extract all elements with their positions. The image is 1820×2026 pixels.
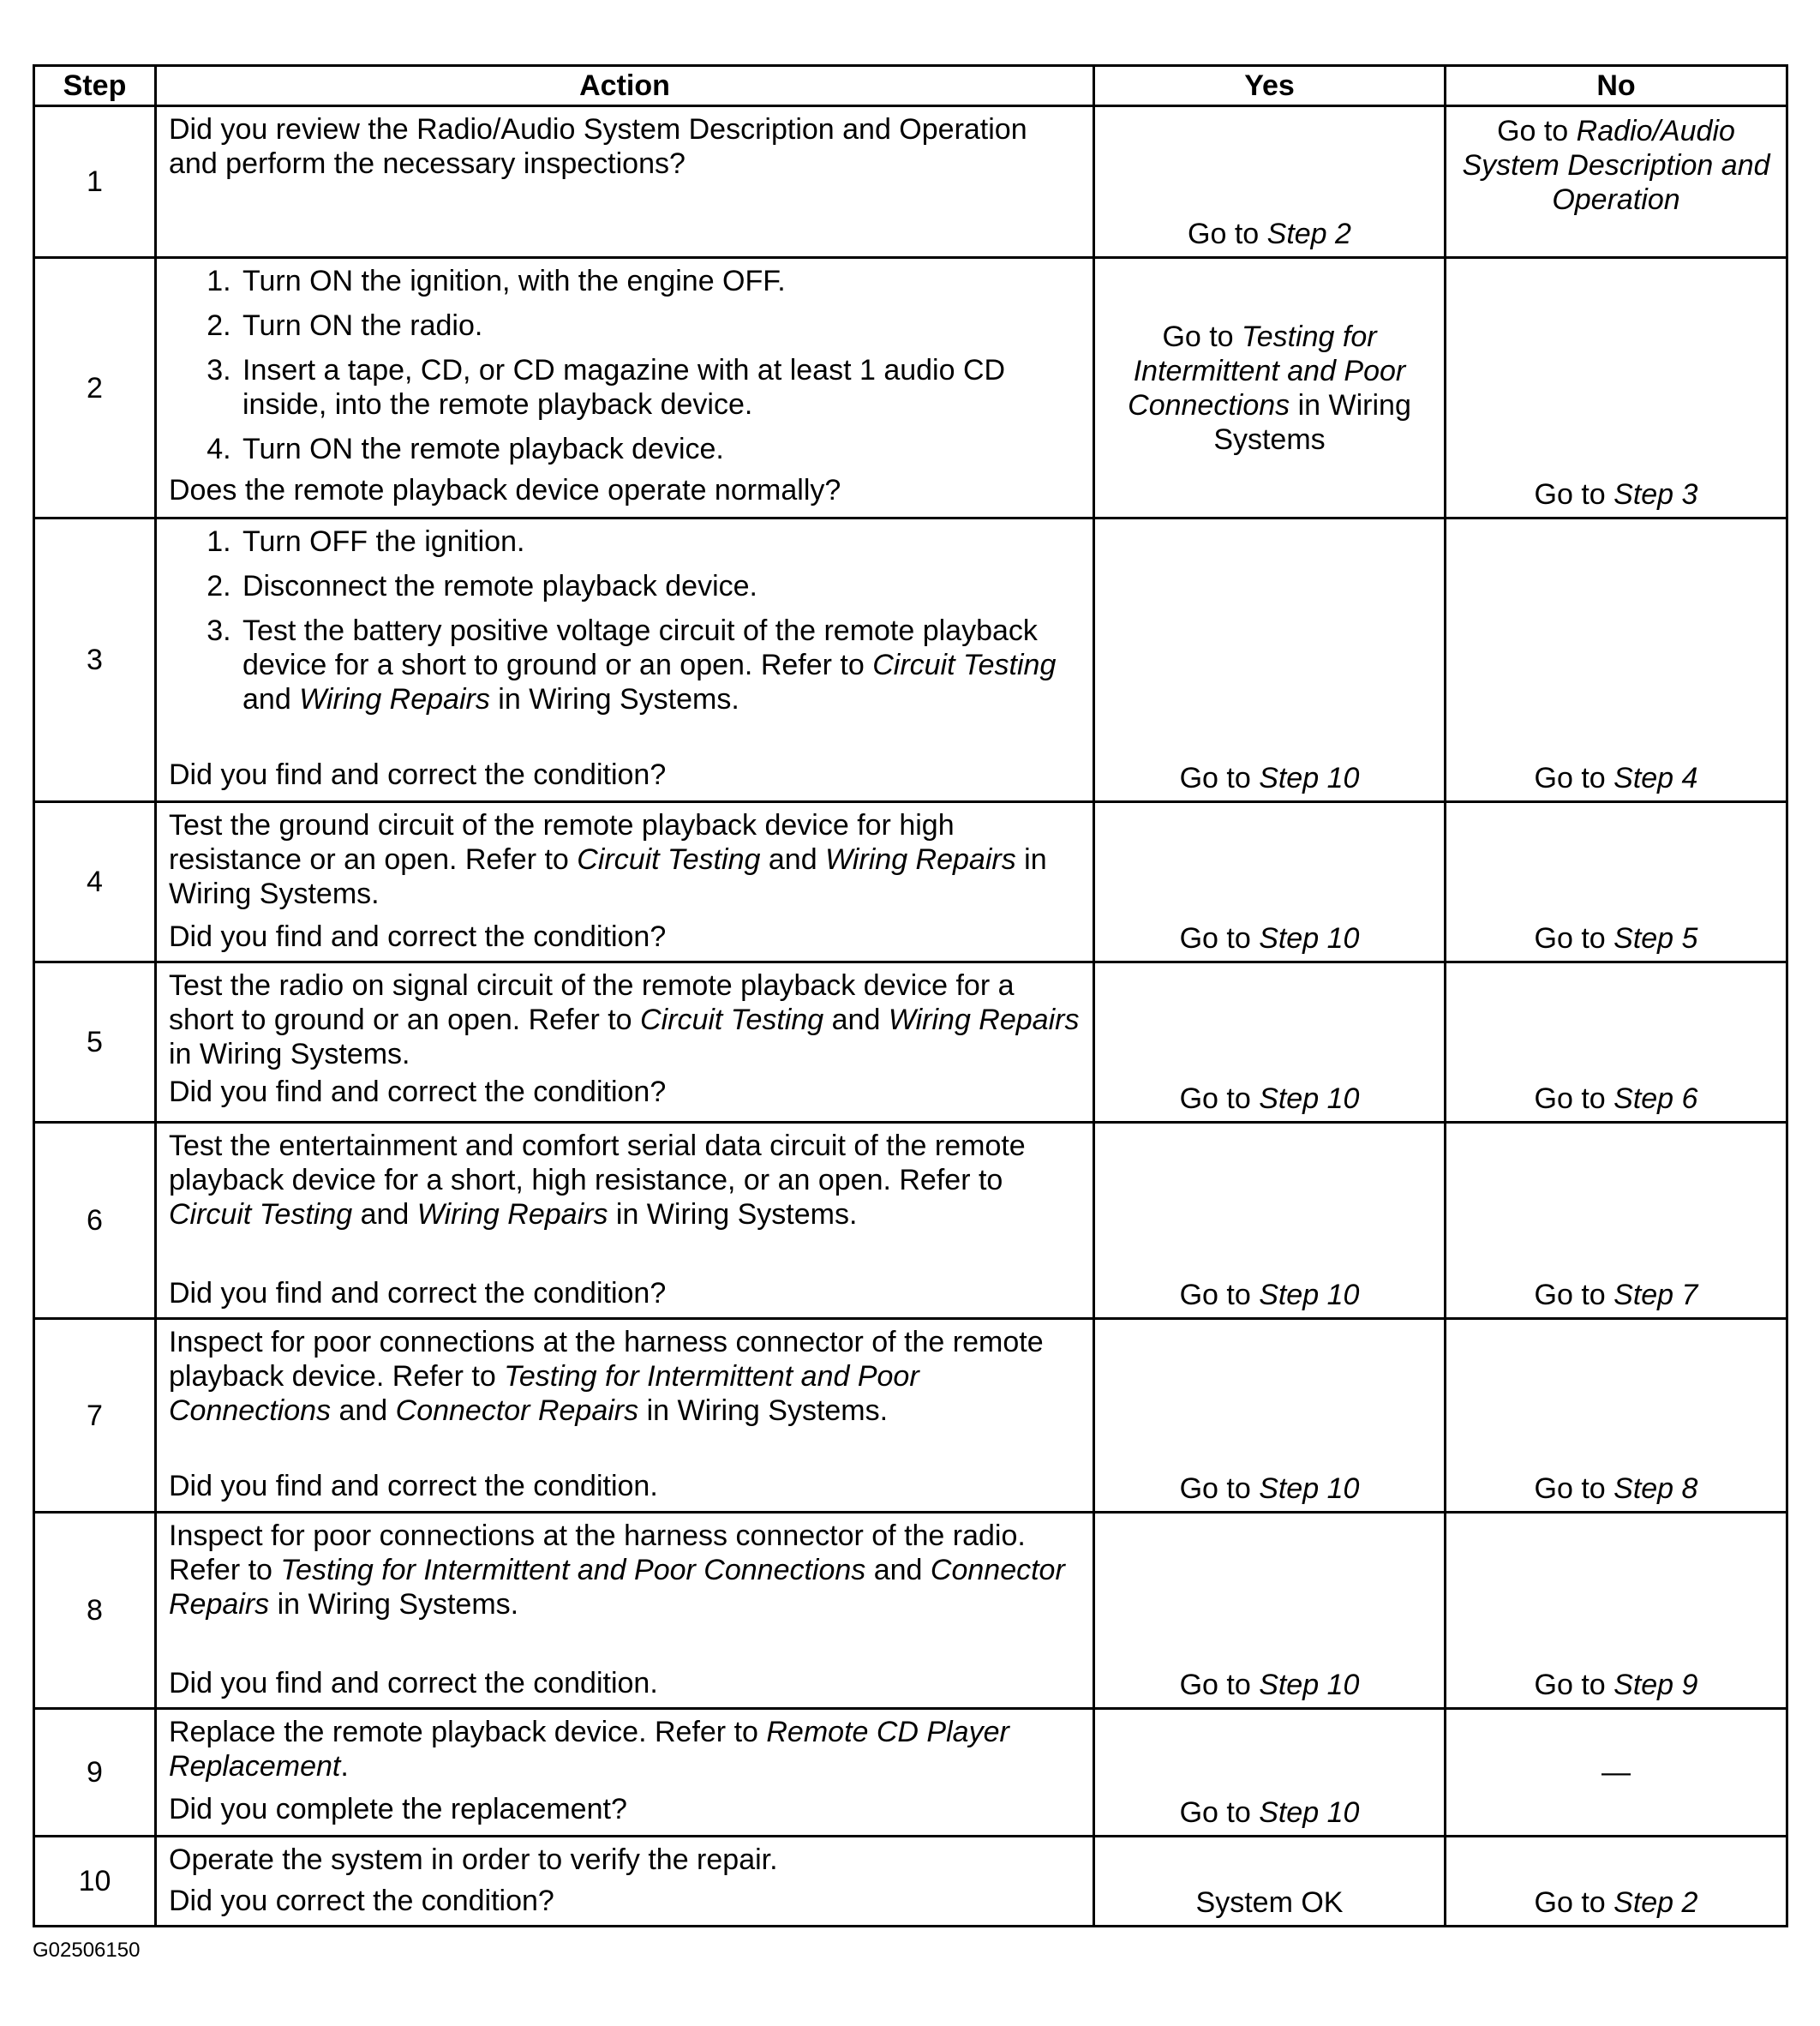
yes-prefix: Go to [1179,1472,1260,1505]
action-cell [156,962,1094,1123]
yes-link[interactable]: Step 10 [1259,762,1360,794]
header-action: Action [156,66,1094,106]
yes-result [1095,320,1444,457]
suffix-span: in Wiring Systems. [169,843,1047,910]
yes-result [1095,1472,1444,1506]
table-row [34,258,1787,518]
yes-link[interactable]: Step 10 [1259,1669,1360,1701]
no-cell [1446,802,1787,962]
table-row [34,1837,1787,1927]
list-item: 1. Turn ON the ignition, with the engine OFF. [239,264,1081,298]
yes-prefix: Go to [1179,1669,1260,1701]
list-item: 3. Insert a tape, CD, or CD magazine with at least 1 audio CD inside, into the remote playback device. [239,353,1081,422]
list-item: 2. Disconnect the remote playback device. [239,569,1081,603]
yes-cell [1094,962,1446,1123]
no-result [1446,477,1786,512]
ref-link[interactable]: Wiring Repairs [825,843,1016,876]
no-prefix: Go to [1534,1472,1614,1505]
suffix-span: in Wiring Systems. [608,1198,858,1231]
table-row [34,106,1787,258]
step-number: 6 [34,1123,156,1319]
action-text [169,1129,1081,1232]
table-row [34,1123,1787,1319]
no-cell [1446,1709,1787,1837]
yes-prefix: Go to [1179,1082,1260,1115]
step-list [169,524,1081,716]
yes-prefix: Go to [1162,320,1242,353]
action-cell [156,1123,1094,1319]
no-link[interactable]: Step 8 [1613,1472,1698,1505]
wiring-repairs-link[interactable]: Wiring Repairs [299,683,490,716]
no-link[interactable]: Step 7 [1613,1279,1698,1311]
yes-prefix: Go to [1179,1279,1260,1311]
action-cell [156,106,1094,258]
no-prefix: Go to [1497,115,1577,147]
step-number: 4 [34,802,156,962]
action-cell [156,802,1094,962]
question-text: Did you correct the condition? [169,1885,554,1917]
list-item: 1. Turn OFF the ignition. [239,524,1081,559]
text-span: Test the ground circuit of the remote playback device for high resistance or an open. Refer to [169,809,955,876]
text-span: Test the radio on signal circuit of the remote playback device for a short to ground or an open. Refer to [169,969,1015,1036]
yes-link[interactable]: Step 10 [1259,922,1360,955]
yes-result [1095,761,1444,795]
ref-link[interactable]: Testing for Intermittent and Poor Connections [280,1554,866,1586]
no-prefix: Go to [1534,762,1614,794]
yes-prefix: Go to [1179,922,1260,955]
no-link[interactable]: Radio/Audio System Description and Operation [1462,115,1770,216]
action-text: Operate the system in order to verify the repair. [169,1843,778,1876]
figure-code: G02506150 [33,1939,141,1962]
no-result [1446,921,1786,956]
question-text: Did you complete the replacement? [169,1793,627,1825]
ref-link[interactable]: Connector Repairs [395,1394,639,1427]
yes-link[interactable]: Step 10 [1259,1082,1360,1115]
no-link[interactable]: Step 3 [1613,478,1698,511]
action-cell [156,1319,1094,1513]
ref-link[interactable]: Testing for Intermittent and Poor Connections [169,1360,919,1427]
step-number: 1 [34,106,156,258]
no-cell [1446,106,1787,258]
no-result [1446,761,1786,795]
yes-cell [1094,258,1446,518]
ref-link[interactable]: Circuit Testing [640,1004,824,1036]
yes-link[interactable]: Step 10 [1259,1472,1360,1505]
no-prefix: Go to [1534,478,1614,511]
action-text [169,968,1081,1071]
no-link[interactable]: Step 5 [1613,922,1698,955]
list-item: 2. Turn ON the radio. [239,309,1081,343]
question-text: Did you find and correct the condition? [169,920,667,953]
header-no: No [1446,66,1787,106]
step-number: 3 [34,518,156,802]
no-prefix: Go to [1534,1886,1614,1919]
yes-result [1095,1795,1444,1830]
text-span: Inspect for poor connections at the harness connector of the radio. Refer to [169,1520,1026,1586]
header-row [34,66,1787,106]
ref-link[interactable]: Remote CD Player Replacement [169,1716,1009,1783]
circuit-testing-link[interactable]: Circuit Testing [872,649,1057,681]
yes-link[interactable]: Step 10 [1259,1279,1360,1311]
suffix-span: in Wiring Systems. [169,1038,410,1070]
yes-cell [1094,518,1446,802]
item-suffix: in Wiring Systems. [489,683,739,716]
and-span: and [865,1554,931,1586]
no-link[interactable]: Step 9 [1613,1669,1698,1701]
ref-link[interactable]: Circuit Testing [577,843,761,876]
suffix-span: . [340,1750,349,1783]
no-prefix: Go to [1534,1082,1614,1115]
yes-cell [1094,106,1446,258]
yes-link[interactable]: Step 10 [1259,1796,1360,1829]
step-number: 10 [34,1837,156,1927]
no-cell [1446,518,1787,802]
step-list [169,264,1081,466]
no-cell [1446,1123,1787,1319]
yes-link[interactable]: Testing for Intermittent and Poor Connections [1128,320,1406,422]
text-span: Replace the remote playback device. Refer to [169,1716,767,1748]
action-text [169,808,1081,911]
step-number: 2 [34,258,156,518]
action-cell [156,258,1094,518]
table-row [34,962,1787,1123]
yes-result: System OK [1195,1886,1344,1919]
table-row [34,1319,1787,1513]
and-span: and [331,1394,396,1427]
table-row [34,802,1787,962]
no-cell [1446,1319,1787,1513]
yes-cell [1094,1513,1446,1709]
and-span: and [760,843,826,876]
list-item: 4. Turn ON the remote playback device. [239,432,1081,466]
no-cell [1446,258,1787,518]
yes-cell [1094,1123,1446,1319]
question-text: Did you find and correct the condition? [169,1076,667,1108]
yes-result [1095,921,1444,956]
question-text: Does the remote playback device operate normally? [169,474,841,506]
ref-link[interactable]: Wiring Repairs [416,1198,608,1231]
no-prefix: Go to [1534,1279,1614,1311]
step-number: 8 [34,1513,156,1709]
yes-cell [1094,1319,1446,1513]
no-result [1446,1278,1786,1312]
question-text: Did you find and correct the condition? [169,1277,667,1310]
action-text: Did you review the Radio/Audio System Description and Operation and perform the necessary inspections? [169,113,1027,180]
no-cell [1446,1513,1787,1709]
no-result [1446,1885,1786,1920]
yes-result [1095,1278,1444,1312]
yes-link[interactable]: Step 2 [1266,218,1351,250]
text-span: Inspect for poor connections at the harness connector of the remote playback device. Refer to [169,1326,1044,1393]
action-text [169,1715,1081,1783]
header-yes: Yes [1094,66,1446,106]
suffix-span: in Wiring Systems. [269,1588,519,1621]
no-result [1446,1668,1786,1702]
diagnostic-table [33,64,1788,1927]
action-cell [156,1709,1094,1837]
action-cell [156,1837,1094,1927]
no-link[interactable]: Step 6 [1613,1082,1698,1115]
item-text: Test the battery positive voltage circuit of the remote playback device for a short to ground or an open. Refer to [242,614,1038,681]
and-span: and [823,1004,889,1036]
list-item [239,614,1081,716]
table-row [34,518,1787,802]
yes-cell [1094,1837,1446,1927]
item-and: and [242,683,300,716]
no-link[interactable]: Step 2 [1613,1886,1698,1919]
step-number: 5 [34,962,156,1123]
question-text: Did you find and correct the condition? [169,758,667,791]
no-cell [1446,1837,1787,1927]
yes-result [1095,1668,1444,1702]
ref-link[interactable]: Circuit Testing [169,1198,353,1231]
text-span: Test the entertainment and comfort serial data circuit of the remote playback device for a short, high resistance, or an open. Refer to [169,1130,1026,1196]
action-text [169,1325,1081,1428]
header-step: Step [34,66,156,106]
and-span: and [352,1198,417,1231]
no-result: — [1601,1756,1631,1789]
table-row [34,1513,1787,1709]
step-number: 7 [34,1319,156,1513]
no-result [1446,1082,1786,1116]
yes-cell [1094,1709,1446,1837]
yes-suffix: in Wiring Systems [1213,388,1411,456]
no-cell [1446,962,1787,1123]
yes-cell [1094,802,1446,962]
ref-link[interactable]: Connector Repairs [169,1554,1065,1621]
yes-prefix: Go to [1188,218,1267,250]
no-link[interactable]: Step 4 [1613,762,1698,794]
yes-result [1095,1082,1444,1116]
no-result [1458,107,1774,217]
no-result [1446,1472,1786,1506]
action-cell [156,518,1094,802]
yes-result [1095,217,1444,251]
no-prefix: Go to [1534,1669,1614,1701]
step-number: 9 [34,1709,156,1837]
no-prefix: Go to [1534,922,1614,955]
question-text: Did you find and correct the condition. [169,1470,658,1502]
action-text [169,1519,1081,1621]
table-row [34,1709,1787,1837]
suffix-span: in Wiring Systems. [638,1394,889,1427]
question-text: Did you find and correct the condition. [169,1667,658,1699]
yes-prefix: Go to [1179,1796,1260,1829]
yes-prefix: Go to [1179,762,1260,794]
action-cell [156,1513,1094,1709]
ref-link[interactable]: Wiring Repairs [888,1004,1080,1036]
